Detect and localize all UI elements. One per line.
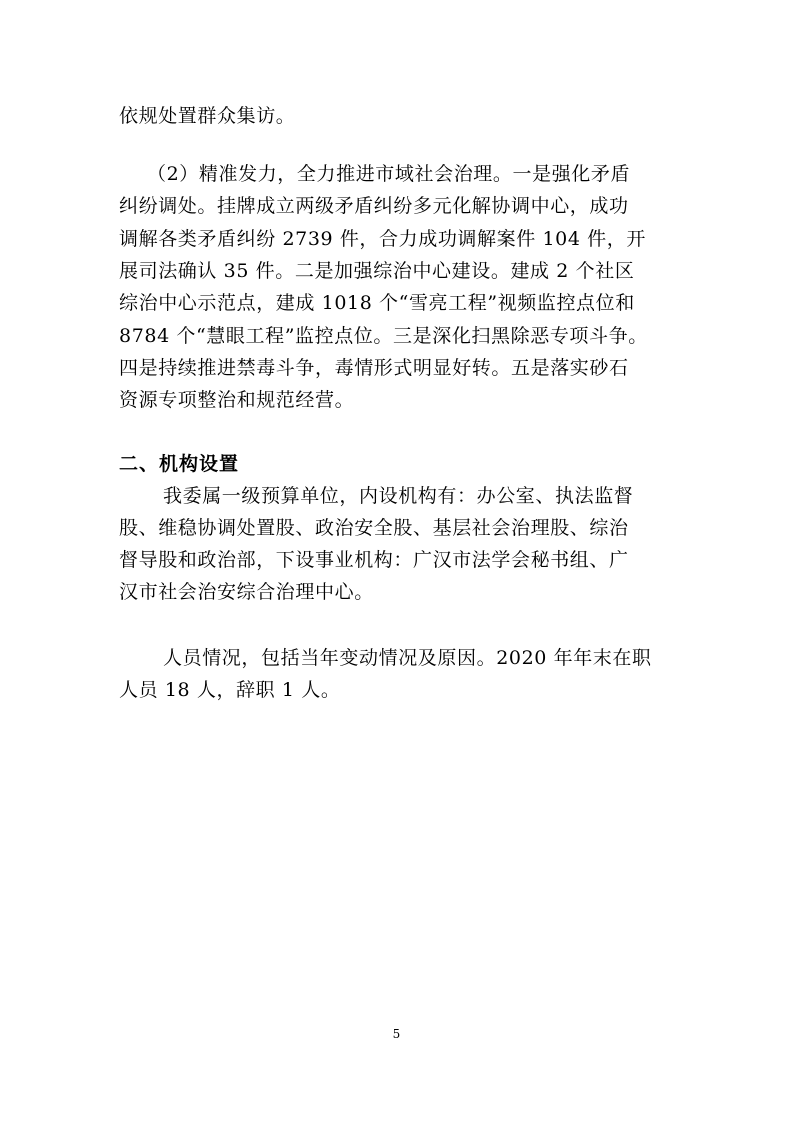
- paragraph-line: 汉市社会治安综合治理中心。: [119, 581, 374, 603]
- paragraph-line: 调解各类矛盾纠纷 2739 件，合力成功调解案件 104 件，开: [119, 228, 646, 250]
- paragraph-line: 四是持续推进禁毒斗争，毒情形式明显好转。五是落实砂石: [119, 357, 629, 379]
- page-number: 5: [392, 1027, 401, 1041]
- paragraph-line: 股、维稳协调处置股、政治安全股、基层社会治理股、综治: [119, 517, 629, 539]
- paragraph-line: 督导股和政治部，下设事业机构：广汉市法学会秘书组、广: [119, 549, 629, 571]
- paragraph-line: 依规处置群众集访。: [119, 105, 296, 127]
- paragraph-line: （2）精准发力，全力推进市域社会治理。一是强化矛盾: [147, 163, 631, 185]
- paragraph-line: 资源专项整治和规范经营。: [119, 389, 355, 411]
- paragraph-line: 展司法确认 35 件。二是加强综治中心建设。建成 2 个社区: [119, 260, 635, 282]
- paragraph-line: 人员 18 人，辞职 1 人。: [119, 679, 341, 701]
- paragraph-line: 我委属一级预算单位，内设机构有：办公室、执法监督: [163, 485, 634, 507]
- paragraph-line: 综治中心示范点，建成 1018 个“雪亮工程”视频监控点位和: [119, 292, 635, 314]
- paragraph-line: 纠纷调处。挂牌成立两级矛盾纠纷多元化解协调中心，成功: [119, 195, 629, 217]
- section-heading: 二、机构设置: [119, 453, 240, 475]
- paragraph-line: 8784 个“慧眼工程”监控点位。三是深化扫黑除恶专项斗争。: [119, 325, 648, 347]
- paragraph-line: 人员情况，包括当年变动情况及原因。2020 年年末在职: [163, 647, 652, 669]
